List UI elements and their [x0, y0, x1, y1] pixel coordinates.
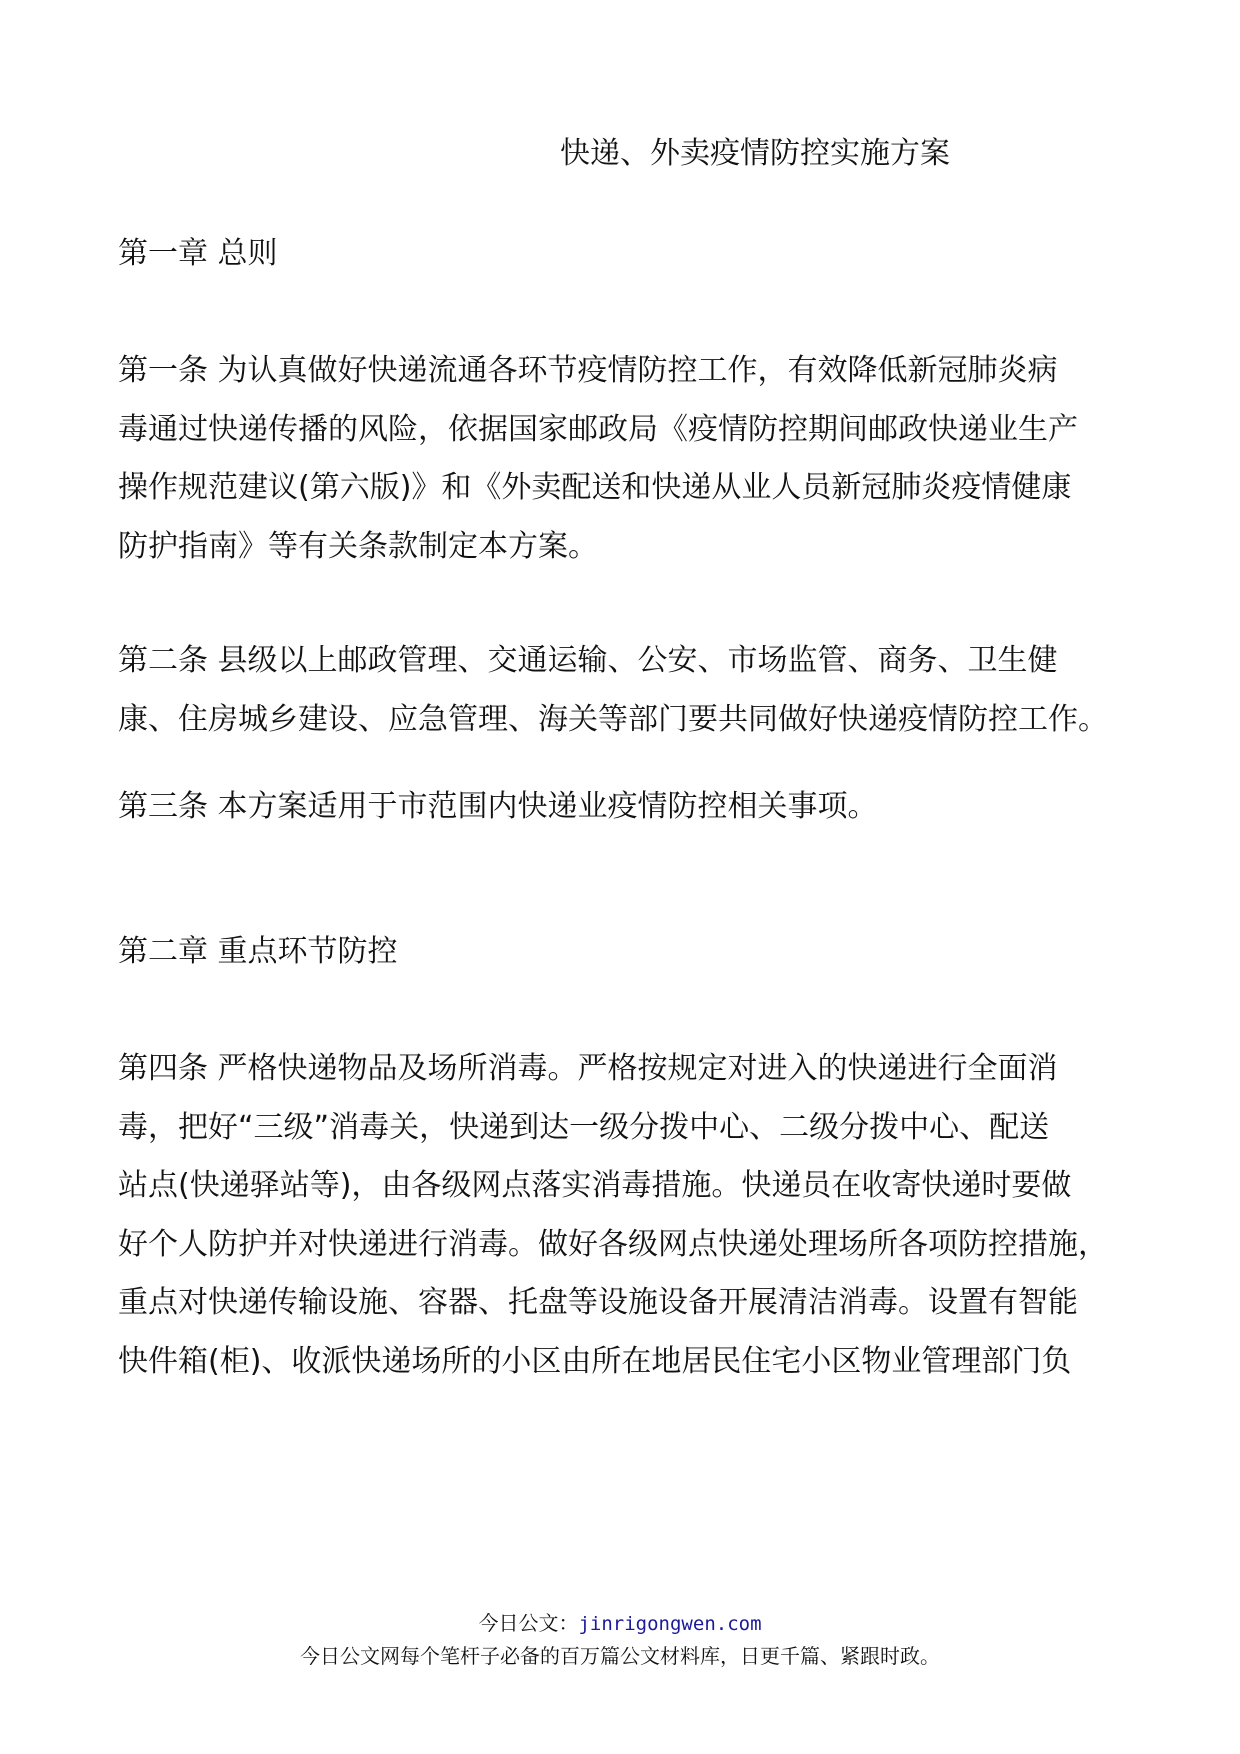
footer-tagline: 今日公文网每个笔杆子必备的百万篇公文材料库，日更千篇、紧跟时政。 — [300, 1644, 940, 1668]
chapter-1-heading: 第一章 总则 — [118, 236, 278, 271]
footer-source-label: 今日公文： — [478, 1611, 579, 1635]
document-title: 快递、外卖疫情防控实施方案 — [560, 136, 950, 171]
article-2-text: 第二条 县级以上邮政管理、交通运输、公安、市场监管、商务、卫生健 康、住房城乡建设、应急管理、海关等部门要共同做好快递疫情防控工作。 — [118, 643, 1108, 737]
article-4-text: 第四条 严格快递物品及场所消毒。严格按规定对进入的快递进行全面消 毒，把好“三级”消毒关，快递到达一级分拨中心、二级分拨中心、配送 站点(快递驿站等)，由各级网点落实消毒措施。快递员在收寄快递时要做 好个人防护并对快递进行消毒。做好各级网点快递处理场所各项防控措施， 重点对快递传输设施、容器、托盘等设施设备开展清洁消毒。设置有智能 快件箱(柜)、收派快递场所的小区由所在地居民住宅小区物业管理部门负 — [118, 1051, 1108, 1379]
chapter-2-heading: 第二章 重点环节防控 — [118, 934, 398, 969]
footer-source — [0, 1608, 1240, 1639]
footer-source-link[interactable]: jinrigongwen.com — [578, 1613, 762, 1635]
article-3-text: 第三条 本方案适用于市范围内快递业疫情防控相关事项。 — [118, 789, 878, 824]
article-1-text: 第一条 为认真做好快递流通各环节疫情防控工作，有效降低新冠肺炎病 毒通过快递传播的风险，依据国家邮政局《疫情防控期间邮政快递业生产 操作规范建议(第六版)》和《外卖配送和快递从业人员新冠肺炎疫情健康 防护指南》等有关条款制定本方案。 — [118, 353, 1078, 564]
